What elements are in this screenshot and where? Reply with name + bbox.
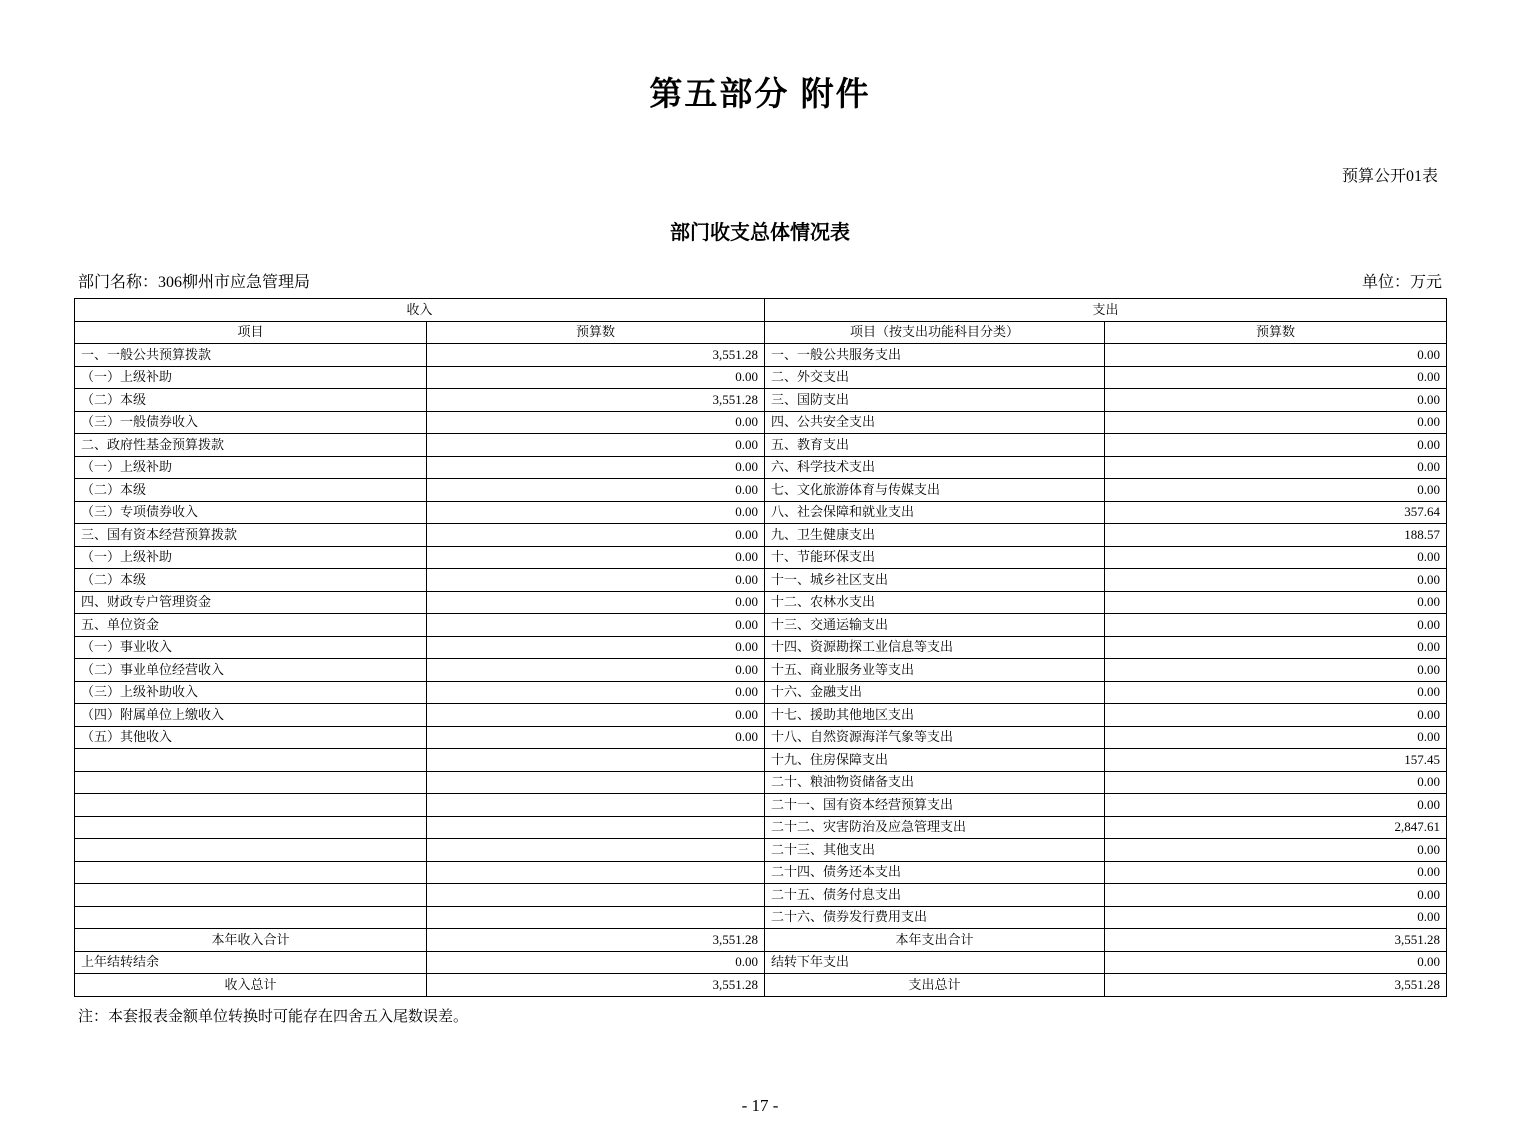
expenditure-item-value: 0.00 — [1105, 861, 1447, 884]
form-code: 预算公开01表 — [1341, 168, 1438, 185]
expenditure-item-label: 四、公共安全支出 — [765, 411, 1105, 434]
table-title: 部门收支总体情况表 — [670, 222, 850, 244]
table-row — [75, 681, 1447, 704]
income-value-empty — [427, 771, 765, 794]
table-row — [75, 366, 1447, 389]
table-row — [75, 501, 1447, 524]
table-row — [75, 839, 1447, 862]
expenditure-item-label: 二十、粮油物资储备支出 — [765, 771, 1105, 794]
income-item-label: （二）本级 — [75, 569, 427, 592]
income-item-label: 三、国有资本经营预算拨款 — [75, 524, 427, 547]
column-header-expenditure-item: 项目（按支出功能科目分类） — [765, 321, 1105, 344]
table-row — [75, 636, 1447, 659]
expenditure-item-value: 0.00 — [1105, 614, 1447, 637]
income-summary-label: 本年收入合计 — [75, 929, 427, 952]
income-item-label: （一）上级补助 — [75, 546, 427, 569]
expenditure-item-label: 十九、住房保障支出 — [765, 749, 1105, 772]
expenditure-item-label: 一、一般公共服务支出 — [765, 344, 1105, 367]
expenditure-item-value: 0.00 — [1105, 591, 1447, 614]
income-value-empty — [427, 816, 765, 839]
income-item-label: （二）事业单位经营收入 — [75, 659, 427, 682]
table-row — [75, 434, 1447, 457]
income-item-label: 二、政府性基金预算拨款 — [75, 434, 427, 457]
expenditure-item-label: 二十五、债务付息支出 — [765, 884, 1105, 907]
column-header-expenditure-budget: 预算数 — [1105, 321, 1447, 344]
expenditure-item-value: 0.00 — [1105, 681, 1447, 704]
income-item-value: 3,551.28 — [427, 344, 765, 367]
table-row — [75, 726, 1447, 749]
expenditure-item-label: 十三、交通运输支出 — [765, 614, 1105, 637]
table-summary-row — [75, 974, 1447, 997]
table-summary-row — [75, 951, 1447, 974]
expenditure-item-value: 0.00 — [1105, 771, 1447, 794]
income-item-value: 0.00 — [427, 524, 765, 547]
expenditure-item-label: 十二、农林水支出 — [765, 591, 1105, 614]
expenditure-item-label: 六、科学技术支出 — [765, 456, 1105, 479]
table-summary-row — [75, 929, 1447, 952]
expenditure-item-label: 五、教育支出 — [765, 434, 1105, 457]
page-number: - 17 - — [741, 1096, 779, 1115]
column-header-income-item: 项目 — [75, 321, 427, 344]
table-row — [75, 569, 1447, 592]
income-item-value: 0.00 — [427, 501, 765, 524]
expenditure-item-value: 0.00 — [1105, 456, 1447, 479]
income-item-value: 0.00 — [427, 569, 765, 592]
income-value-empty — [427, 884, 765, 907]
income-item-label: （四）附属单位上缴收入 — [75, 704, 427, 727]
group-header-expenditure: 支出 — [765, 299, 1447, 322]
expenditure-item-value: 0.00 — [1105, 636, 1447, 659]
expenditure-item-label: 九、卫生健康支出 — [765, 524, 1105, 547]
income-item-label: （三）一般债券收入 — [75, 411, 427, 434]
income-item-empty — [75, 816, 427, 839]
table-row — [75, 389, 1447, 412]
income-item-empty — [75, 906, 427, 929]
table-row — [75, 861, 1447, 884]
expenditure-item-label: 八、社会保障和就业支出 — [765, 501, 1105, 524]
income-item-empty — [75, 861, 427, 884]
expenditure-item-value: 157.45 — [1105, 749, 1447, 772]
table-row — [75, 591, 1447, 614]
expenditure-item-value: 0.00 — [1105, 659, 1447, 682]
expenditure-item-label: 二十六、债券发行费用支出 — [765, 906, 1105, 929]
income-summary-value: 3,551.28 — [427, 974, 765, 997]
amount-unit: 单位：万元 — [1361, 274, 1442, 291]
income-item-value: 0.00 — [427, 434, 765, 457]
expenditure-item-label: 十七、援助其他地区支出 — [765, 704, 1105, 727]
table-row — [75, 816, 1447, 839]
income-item-empty — [75, 794, 427, 817]
expenditure-item-label: 七、文化旅游体育与传媒支出 — [765, 479, 1105, 502]
expenditure-item-value: 2,847.61 — [1105, 816, 1447, 839]
expenditure-item-label: 二十二、灾害防治及应急管理支出 — [765, 816, 1105, 839]
expenditure-item-label: 十八、自然资源海洋气象等支出 — [765, 726, 1105, 749]
income-item-value: 3,551.28 — [427, 389, 765, 412]
expenditure-summary-label: 支出总计 — [765, 974, 1105, 997]
income-item-value: 0.00 — [427, 681, 765, 704]
expenditure-item-value: 0.00 — [1105, 794, 1447, 817]
table-row — [75, 794, 1447, 817]
expenditure-item-label: 二十四、债务还本支出 — [765, 861, 1105, 884]
income-item-value: 0.00 — [427, 546, 765, 569]
table-row — [75, 704, 1447, 727]
expenditure-item-label: 十一、城乡社区支出 — [765, 569, 1105, 592]
table-row — [75, 749, 1447, 772]
expenditure-item-value: 0.00 — [1105, 569, 1447, 592]
table-row — [75, 411, 1447, 434]
income-item-label: （一）事业收入 — [75, 636, 427, 659]
expenditure-summary-value: 3,551.28 — [1105, 929, 1447, 952]
department-label: 部门名称： — [78, 274, 159, 291]
income-value-empty — [427, 861, 765, 884]
income-item-label: （一）上级补助 — [75, 456, 427, 479]
table-row — [75, 546, 1447, 569]
income-item-empty — [75, 771, 427, 794]
expenditure-summary-value: 3,551.28 — [1105, 974, 1447, 997]
income-summary-label: 上年结转结余 — [75, 951, 427, 974]
income-item-empty — [75, 749, 427, 772]
table-row — [75, 524, 1447, 547]
table-row — [75, 614, 1447, 637]
income-item-value: 0.00 — [427, 726, 765, 749]
expenditure-item-label: 二、外交支出 — [765, 366, 1105, 389]
expenditure-item-value: 0.00 — [1105, 726, 1447, 749]
table-group-header-row — [75, 299, 1447, 322]
expenditure-summary-label: 本年支出合计 — [765, 929, 1105, 952]
income-value-empty — [427, 906, 765, 929]
table-column-header-row — [75, 321, 1447, 344]
income-item-value: 0.00 — [427, 456, 765, 479]
income-item-label: （三）专项债券收入 — [75, 501, 427, 524]
table-row — [75, 456, 1447, 479]
table-row — [75, 906, 1447, 929]
expenditure-item-value: 357.64 — [1105, 501, 1447, 524]
income-item-label: 一、一般公共预算拨款 — [75, 344, 427, 367]
expenditure-item-label: 三、国防支出 — [765, 389, 1105, 412]
column-header-income-budget: 预算数 — [427, 321, 765, 344]
income-summary-value: 3,551.28 — [427, 929, 765, 952]
expenditure-item-label: 二十三、其他支出 — [765, 839, 1105, 862]
income-item-label: （五）其他收入 — [75, 726, 427, 749]
document-page — [0, 68, 1520, 1142]
expenditure-item-value: 0.00 — [1105, 411, 1447, 434]
income-item-empty — [75, 884, 427, 907]
expenditure-item-label: 十六、金融支出 — [765, 681, 1105, 704]
budget-table — [74, 298, 1447, 997]
expenditure-item-value: 0.00 — [1105, 546, 1447, 569]
table-note: 注：本套报表金额单位转换时可能存在四舍五入尾数误差。 — [78, 1008, 469, 1025]
income-summary-label: 收入总计 — [75, 974, 427, 997]
income-item-value: 0.00 — [427, 479, 765, 502]
table-row — [75, 479, 1447, 502]
income-item-empty — [75, 839, 427, 862]
expenditure-item-value: 0.00 — [1105, 366, 1447, 389]
income-value-empty — [427, 839, 765, 862]
expenditure-item-value: 0.00 — [1105, 906, 1447, 929]
income-item-label: 四、财政专户管理资金 — [75, 591, 427, 614]
income-item-label: （一）上级补助 — [75, 366, 427, 389]
table-row — [75, 659, 1447, 682]
department-value: 306柳州市应急管理局 — [158, 274, 311, 291]
income-item-label: （二）本级 — [75, 389, 427, 412]
expenditure-item-value: 0.00 — [1105, 434, 1447, 457]
income-summary-value: 0.00 — [427, 951, 765, 974]
income-item-value: 0.00 — [427, 636, 765, 659]
income-item-label: 五、单位资金 — [75, 614, 427, 637]
income-item-value: 0.00 — [427, 659, 765, 682]
income-value-empty — [427, 794, 765, 817]
expenditure-item-value: 0.00 — [1105, 344, 1447, 367]
income-item-value: 0.00 — [427, 614, 765, 637]
expenditure-item-label: 十、节能环保支出 — [765, 546, 1105, 569]
table-meta — [74, 269, 1446, 292]
expenditure-item-label: 二十一、国有资本经营预算支出 — [765, 794, 1105, 817]
expenditure-item-value: 0.00 — [1105, 884, 1447, 907]
table-row — [75, 771, 1447, 794]
expenditure-item-value: 188.57 — [1105, 524, 1447, 547]
expenditure-summary-value: 0.00 — [1105, 951, 1447, 974]
expenditure-item-value: 0.00 — [1105, 704, 1447, 727]
income-item-value: 0.00 — [427, 704, 765, 727]
department-name — [74, 269, 310, 292]
group-header-income: 收入 — [75, 299, 765, 322]
expenditure-item-value: 0.00 — [1105, 839, 1447, 862]
expenditure-item-label: 十五、商业服务业等支出 — [765, 659, 1105, 682]
expenditure-item-value: 0.00 — [1105, 479, 1447, 502]
income-item-label: （三）上级补助收入 — [75, 681, 427, 704]
income-item-value: 0.00 — [427, 366, 765, 389]
expenditure-item-value: 0.00 — [1105, 389, 1447, 412]
income-item-value: 0.00 — [427, 411, 765, 434]
table-row — [75, 884, 1447, 907]
expenditure-item-label: 十四、资源勘探工业信息等支出 — [765, 636, 1105, 659]
table-row — [75, 344, 1447, 367]
page-title: 第五部分 附件 — [649, 75, 871, 112]
income-item-label: （二）本级 — [75, 479, 427, 502]
expenditure-summary-label: 结转下年支出 — [765, 951, 1105, 974]
income-item-value: 0.00 — [427, 591, 765, 614]
income-value-empty — [427, 749, 765, 772]
